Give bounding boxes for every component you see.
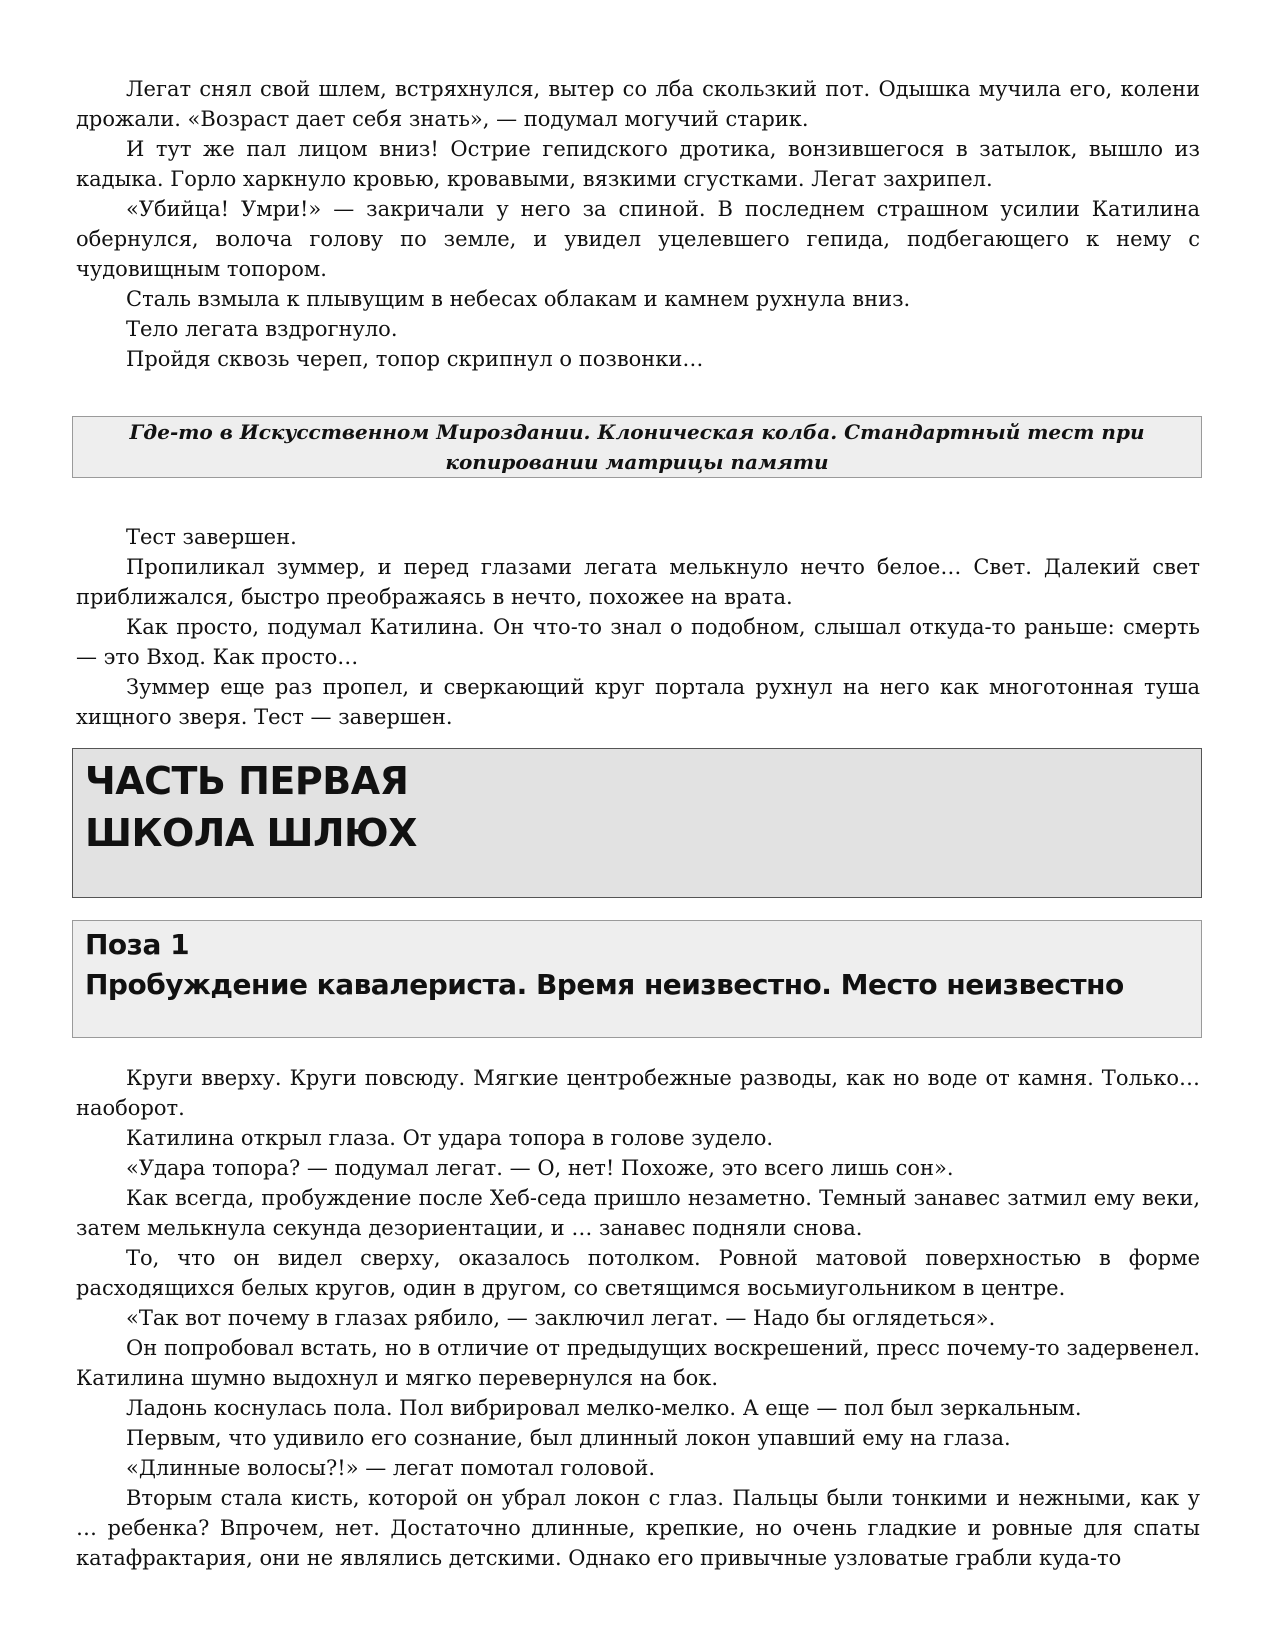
scene-heading-box [72,416,1202,478]
part-heading-box [72,748,1202,898]
paragraph: И тут же пал лицом вниз! Острие гепидского дротика, вонзившегося в затылок, вышло из кадыка. Горло харкнуло кровью, кровавыми, вязкими сгустками. Легат захрипел. [76,137,1200,191]
paragraph: «Убийца! Умри!» — закричали у него за спиной. В последнем страшном усилии Катилина обернулся, волоча голову по земле, и увидел уцелевшего гепида, подбегающего к нему с чудовищным топором. [76,197,1200,281]
paragraph: Сталь взмыла к плывущим в небесах облакам и камнем рухнула вниз. [126,287,911,311]
paragraph: Первым, что удивило его сознание, был длинный локон упавший ему на глаза. [126,1426,1011,1450]
paragraph: Ладонь коснулась пола. Пол вибрировал мелко-мелко. А еще — пол был зеркальным. [126,1396,1082,1420]
top-text-block [76,74,1200,374]
paragraph: «Удара топора? — подумал легат. — О, нет! Похоже, это всего лишь сон». [126,1156,954,1180]
paragraph: Легат снял свой шлем, встряхнулся, вытер со лба скользкий пот. Одышка мучила его, колени дрожали. «Возраст дает себя знать», — подумал могучий старик. [76,77,1200,131]
paragraph: Вторым стала кисть, которой он убрал локон с глаз. Пальцы были тонкими и нежными, как у … ребенка? Впрочем, нет. Достаточно длинные, крепкие, но очень гладкие и ровные для спаты катафрактария, они не являлись детскими. Однако его привычные узловатые грабли куда-то [76,1486,1200,1570]
paragraph: Как всегда, пробуждение после Хеб-седа пришло незаметно. Темный занавес затмил ему веки, затем мелькнула секунда дезориентации, и … занавес подняли снова. [76,1186,1200,1240]
bottom-text-block [76,1063,1200,1573]
paragraph: Круги вверху. Круги повсюду. Мягкие центробежные разводы, как но воде от камня. Только… наоборот. [76,1066,1200,1120]
part-subtitle: ШКОЛА ШЛЮХ [85,811,417,855]
paragraph: Как просто, подумал Катилина. Он что-то знал о подобном, слышал откуда-то раньше: смерть — это Вход. Как просто… [76,615,1200,669]
chapter-heading-box [72,920,1202,1038]
paragraph: Он попробовал встать, но в отличие от предыдущих воскрешений, пресс почему-то задервенел. Катилина шумно выдохнул и мягко перевернулся на бок. [76,1336,1200,1390]
part-title: ЧАСТЬ ПЕРВАЯ [85,759,409,803]
chapter-title: Пробуждение кавалериста. Время неизвестно. Место неизвестно [85,968,1124,1001]
paragraph: То, что он видел сверху, оказалось потолком. Ровной матовой поверхностью в форме расходящихся белых кругов, один в другом, со светящимся восьмиугольником в центре. [76,1246,1200,1300]
paragraph: Пройдя сквозь череп, топор скрипнул о позвонки… [126,347,704,371]
paragraph: Тело легата вздрогнуло. [126,317,398,341]
paragraph: «Длинные волосы?!» — легат помотал головой. [126,1456,656,1480]
chapter-number: Поза 1 [85,928,190,961]
middle-text-block [76,522,1200,732]
scene-heading-text: Где-то в Искусственном Мироздании. Клоническая колба. Стандартный тест при копировании матрицы памяти [129,420,1145,474]
paragraph: Катилина открыл глаза. От удара топора в голове зудело. [126,1126,774,1150]
paragraph: Тест завершен. [126,525,297,549]
paragraph: Пропиликал зуммер, и перед глазами легата мелькнуло нечто белое… Свет. Далекий свет приближался, быстро преображаясь в нечто, похожее на врата. [76,555,1200,609]
paragraph: Зуммер еще раз пропел, и сверкающий круг портала рухнул на него как многотонная туша хищного зверя. Тест — завершен. [76,675,1200,729]
paragraph: «Так вот почему в глазах рябило, — заключил легат. — Надо бы оглядеться». [126,1306,996,1330]
